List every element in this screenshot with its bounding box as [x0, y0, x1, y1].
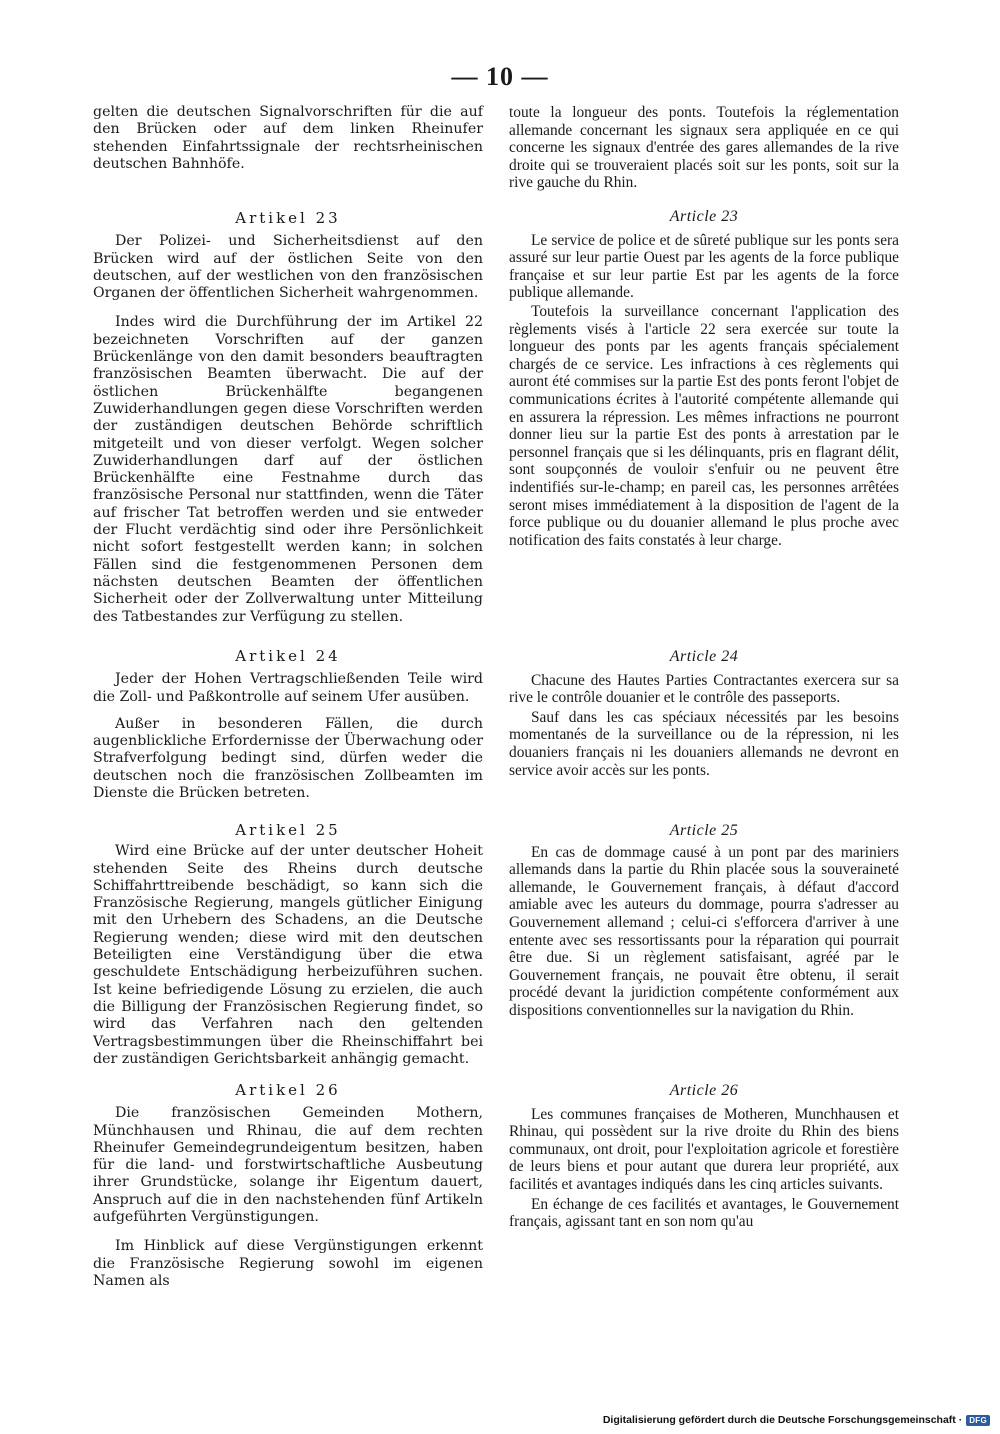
german-art26-heading: Artikel 26 [235, 1081, 341, 1099]
german-art23-heading: Artikel 23 [235, 209, 341, 227]
french-art24-heading: Article 24 [669, 648, 739, 665]
french-art24-paragraph-2: Sauf dans les cas spéciaux nécessités par les besoins momentanés de la surveillance ou de la répression, ni les douaniers français ni les douaniers allemands ne devront en service avoir accès sur les ponts. [509, 708, 899, 779]
french-article-25 [509, 822, 899, 1020]
dfg-logo: DFG [966, 1415, 990, 1426]
french-intro-block [509, 104, 899, 192]
french-art23-paragraph-1: Le service de police et de sûreté publique sur les ponts sera assuré sur leur partie Ouest par les agents de la force publique française et sur leur partie Est par les agents de la force publique allemande. [509, 231, 899, 302]
french-art25-paragraph-1: En cas de dommage causé à un pont par des mariniers allemands dans la partie du Rhin placée sous la souveraineté allemande, le Gouvernement français, à défaut d'accord amiable avec les auteurs du dommage, pourra s'adresser au Gouvernement allemand ; celui-ci s'efforcera d'arriver à une entente avec ses ressortissants pour la réparation qui pourrait être due. Si un règlement satisfaisant, agréé par le Gouvernement français, ne pouvait être obtenu, il serait procédé devant la juridiction compétente conformément aux dispositions conventionnelles sur la navigation du Rhin. [509, 843, 899, 1019]
german-art25-heading: Artikel 25 [235, 821, 341, 839]
french-art26-paragraph-2: En échange de ces facilités et avantages, le Gouvernement français, agissant tant en son nom qu'au [509, 1195, 899, 1231]
digitization-credit [603, 1414, 990, 1426]
german-intro: gelten die deutschen Signalvorschriften für die auf den Brücken oder auf dem linken Rheinufer stehenden Einfahrtssignale der rechtsrheinischen deutschen Bahnhöfe. [93, 104, 483, 172]
german-intro-block [93, 104, 483, 173]
german-article-25 [93, 822, 483, 1068]
french-art26-heading: Article 26 [669, 1082, 739, 1099]
german-art23-paragraph-1: Der Polizei- und Sicherheitsdienst auf den Brücken wird auf der östlichen Seite von den deutschen, auf der westlichen von den französischen Organen der öffentlichen Sicherheit wahrgenommen. [93, 233, 483, 302]
french-art23-paragraph-2: Toutefois la surveillance concernant l'application des règlements visés à l'article 22 sera exercée sur toute la longueur des ponts par les agents français spécialement chargés de ce service. Les infractions à ces règlements qui auront été commises sur la partie Est des ponts feront l'objet de communications écrites à l'autorité compétente allemande qui en assurera la répression. Les mêmes infractions ne pourront donner lieu sur la partie Est des ponts à arrestation par le personnel français que si les délinquants, pris en flagrant délit, sont soupçonnés de vouloir s'enfuir ou ne peuvent être indentifiés sur-le-champ; en pareil cas, les personnes arrêtées seront mises immédiatement à la disposition de l'agent de la force publique ou du douanier allemand le plus proche avec notification des faits constatés à leur charge. [509, 302, 899, 549]
german-art24-paragraph-1: Jeder der Hohen Vertragschließenden Teile wird die Zoll- und Paßkontrolle auf seinem Ufer ausüben. [93, 671, 483, 705]
german-art25-paragraph-1: Wird eine Brücke auf der unter deutscher Hoheit stehenden Seite des Rheins durch deutsche Schiffahrttreibende beschädigt, so kann sich die Französische Regierung, mangels gütlicher Einigung mit den Urhebern des Schadens, an die Deutsche Regierung wenden; diese wird mit den deutschen Beteiligten eine Verständigung über die etwa geschuldete Entschädigung herbeizuführen suchen. Ist keine befriedigende Lösung zu erzielen, die auch die Billigung der Französischen Regierung findet, so wird das Verfahren nach den geltenden Vertragsbestimmungen über die Rheinschiffahrt bei der zuständigen Gerichtsbarkeit anhängig gemacht. [93, 843, 483, 1067]
french-article-24 [509, 648, 899, 779]
german-article-23 [93, 210, 483, 626]
french-art23-heading: Article 23 [669, 208, 739, 225]
french-art25-heading: Article 25 [669, 822, 739, 839]
digitization-credit-text: Digitalisierung gefördert durch die Deutsche Forschungsgemeinschaft · [602, 1414, 963, 1426]
german-art24-paragraph-2: Außer in besonderen Fällen, die durch augenblickliche Erfordernisse der Überwachung oder Strafverfolgung bedingt sind, dürfen weder die deutschen noch die französischen Zollbeamten im Dienste die Brücken betreten. [93, 715, 483, 802]
french-art24-paragraph-1: Chacune des Hautes Parties Contractantes exercera sur sa rive le contrôle douanier et le contrôle des passeports. [509, 671, 899, 707]
german-art23-paragraph-2: Indes wird die Durchführung der im Artikel 22 bezeichneten Vorschriften auf der ganzen Brückenlänge von den damit besonders beauftragten französischen Beamten überwacht. Die auf der östlichen Brückenhälfte begangenen Zuwiderhandlungen gegen diese Vorschriften werden der zuständigen deutschen Behörde schriftlich mitgeteilt und von dieser verfolgt. Wegen solcher Zuwiderhandlungen darf auf der östlichen Brückenhälfte eine Festnahme durch das französische Personal nur stattfinden, wenn die Täter auf frischer Tat betroffen werden und sie entweder der Flucht verdächtig sind oder ihre Persönlichkeit nicht sofort festgestellt werden kann; in solchen Fällen sind die festgenommenen Personen dem nächsten deutschen Beamten der öffentlichen Sicherheit oder der Zollverwaltung unter Mitteilung des Tatbestandes zur Verfügung zu stellen. [93, 314, 483, 625]
german-art26-paragraph-1: Die französischen Gemeinden Mothern, Münchhausen und Rhinau, die auf dem rechten Rheinufer Gemeindegrundeigentum besitzen, haben für die land- und forstwirtschaftliche Ausbeutung ihrer Grundstücke, solange ihr Eigentum dauert, Anspruch auf die in den nachstehenden fünf Artikeln aufgeführten Vergünstigungen. [93, 1105, 483, 1226]
german-article-26 [93, 1082, 483, 1290]
german-art24-heading: Artikel 24 [235, 647, 341, 665]
german-art26-paragraph-2: Im Hinblick auf diese Vergünstigungen erkennt die Französische Regierung sowohl im eigenen Namen als [93, 1238, 483, 1289]
german-article-24 [93, 648, 483, 802]
french-intro: toute la longueur des ponts. Toutefois la réglementation allemande concernant les signaux sera appliquée en ce qui concerne les signaux d'entrée des gares allemandes de la rive droite qui se trouveraient placés soit sur les ponts, soit sur la rive gauche du Rhin. [509, 104, 899, 192]
page-number: — 10 — [451, 62, 549, 91]
french-article-23 [509, 208, 899, 549]
french-article-26 [509, 1082, 899, 1231]
french-art26-paragraph-1: Les communes françaises de Motheren, Munchhausen et Rhinau, qui possèdent sur la rive droite du Rhin des biens communaux, ont droit, pour l'exploitation agricole et forestière de leurs biens et pour autant que durera leur propriété, aux facilités et avantages indiqués dans les cinq articles suivants. [509, 1105, 899, 1193]
